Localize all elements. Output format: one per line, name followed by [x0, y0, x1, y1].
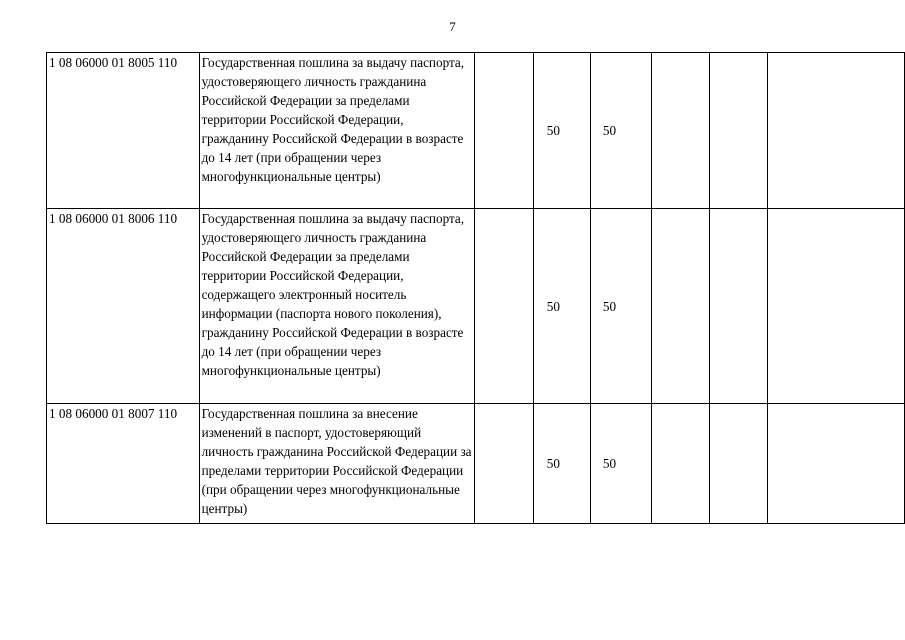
value-cell-2: 50: [590, 404, 651, 524]
value-cell-1: 50: [533, 53, 590, 209]
empty-cell: [651, 209, 709, 404]
empty-cell: [767, 209, 904, 404]
empty-cell: [651, 404, 709, 524]
empty-cell: [710, 209, 768, 404]
page-number: 7: [449, 19, 456, 34]
description-cell: Государственная пошлина за выдачу паспорта, удостоверяющего личность гражданина Российской Федерации за пределами территории Российской Федерации, содержащего электронный носитель информации (паспорта нового поколения), гражданину Российской Федерации в возрасте до 14 лет (при обращении через многофункциональные центры): [199, 209, 475, 404]
budget-code-cell: 1 08 06000 01 8006 110: [47, 209, 200, 404]
budget-code-cell: 1 08 06000 01 8007 110: [47, 404, 200, 524]
empty-cell: [710, 404, 768, 524]
table-row: [47, 404, 905, 524]
table-row: [47, 209, 905, 404]
empty-cell: [651, 53, 709, 209]
value-cell-1: 50: [533, 404, 590, 524]
value-cell-2: 50: [590, 209, 651, 404]
empty-cell: [475, 53, 533, 209]
empty-cell: [767, 53, 904, 209]
value-cell-1: 50: [533, 209, 590, 404]
empty-cell: [710, 53, 768, 209]
value-cell-2: 50: [590, 53, 651, 209]
empty-cell: [475, 404, 533, 524]
budget-code-cell: 1 08 06000 01 8005 110: [47, 53, 200, 209]
description-cell: Государственная пошлина за выдачу паспорта, удостоверяющего личность гражданина Российской Федерации за пределами территории Российской Федерации, гражданину Российской Федерации в возрасте до 14 лет (при обращении через многофункциональные центры): [199, 53, 475, 209]
empty-cell: [475, 209, 533, 404]
empty-cell: [767, 404, 904, 524]
description-cell: Государственная пошлина за внесение изменений в паспорт, удостоверяющий личность гражданина Российской Федерации за пределами территории Российской Федерации (при обращении через многофункциональные центры): [199, 404, 475, 524]
table-row: [47, 53, 905, 209]
fees-table: [46, 52, 905, 524]
